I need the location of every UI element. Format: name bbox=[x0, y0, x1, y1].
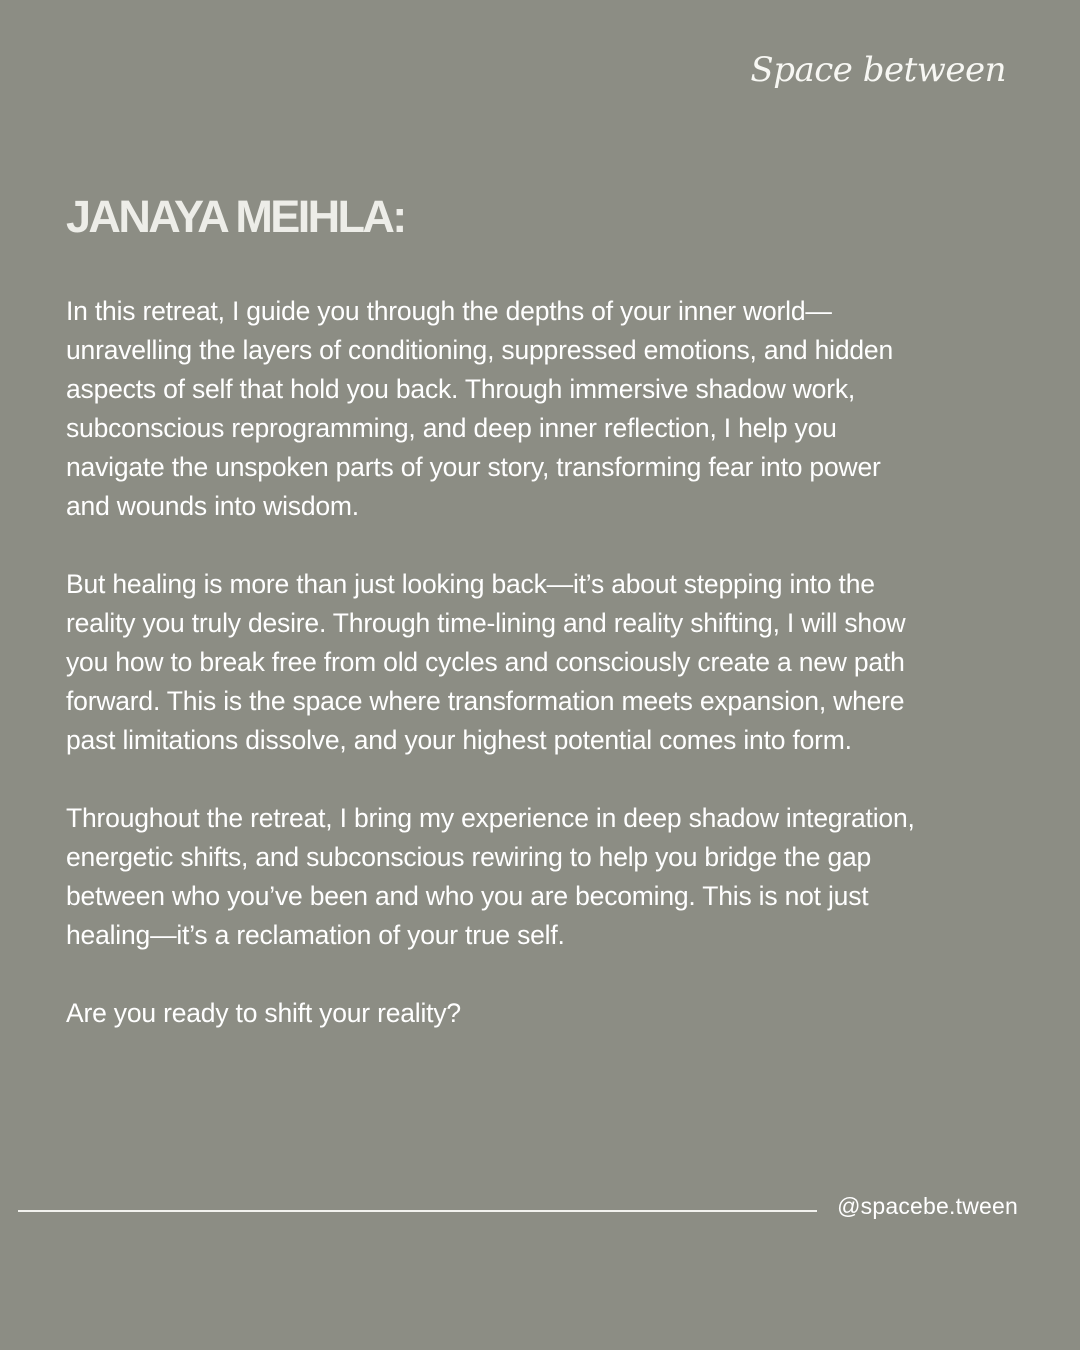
footer-divider bbox=[18, 1210, 817, 1212]
body-text bbox=[66, 292, 926, 1033]
paragraph-healing: But healing is more than just looking back—it’s about stepping into the reality you truly desire. Through time-lining and reality shifting, I will show you how to break free from old cycles and consciously create a new path forward. This is the space where transformation meets expansion, where past limitations dissolve, and your highest potential comes into form. bbox=[66, 569, 906, 755]
page-title: JANAYA MEIHLA: bbox=[66, 191, 405, 242]
paragraph-intro: In this retreat, I guide you through the depths of your inner world—unravelling the layers of conditioning, suppressed emotions, and hidden aspects of self that hold you back. Through immersive shadow work, subconscious reprogramming, and deep inner reflection, I help you navigate the unspoken parts of your story, transforming fear into power and wounds into wisdom. bbox=[66, 296, 893, 521]
paragraph-experience: Throughout the retreat, I bring my experience in deep shadow integration, energetic shifts, and subconscious rewiring to help you bridge the gap between who you’ve been and who you are becoming. This is not just healing—it’s a reclamation of your true self. bbox=[66, 803, 915, 950]
paragraph-question: Are you ready to shift your reality? bbox=[66, 998, 461, 1028]
social-handle: @spacebe.tween bbox=[837, 1193, 1018, 1219]
brand-logo: Space between bbox=[750, 50, 1006, 90]
